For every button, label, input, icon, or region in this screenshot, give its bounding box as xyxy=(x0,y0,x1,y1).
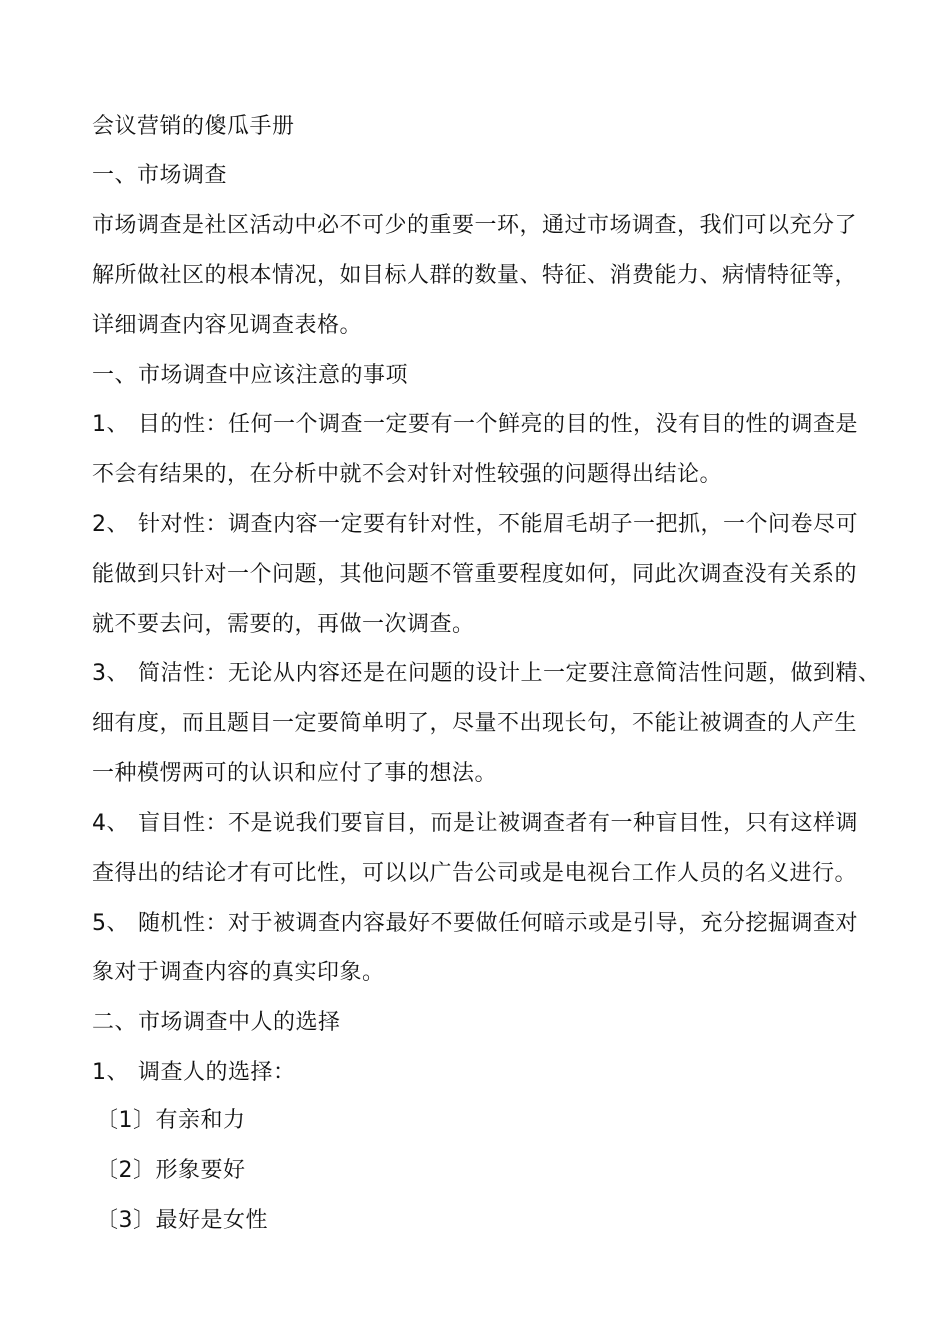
subsection-marker: 二、 xyxy=(92,1010,138,1035)
subsection-text: 市场调查中应该注意的事项 xyxy=(138,363,409,388)
list-item-blindness xyxy=(92,809,882,839)
subsection-text: 市场调查中人的选择 xyxy=(138,1010,341,1035)
intro-paragraph-line: 市场调查是社区活动中必不可少的重要一环，通过市场调查，我们可以充分了 xyxy=(92,213,858,238)
list-item-continuation: 不会有结果的，在分析中就不会对针对性较强的问题得出结论。 xyxy=(92,462,723,487)
list-item-text: 盲目性：不是说我们要盲目，而是让被调查者有一种盲目性，只有这样调 xyxy=(138,811,859,836)
list-marker: 2、 xyxy=(92,512,129,537)
list-item-continuation: 象对于调查内容的真实印象。 xyxy=(92,960,385,985)
subsection-heading-people xyxy=(92,1008,882,1038)
list-item-surveyor-selection xyxy=(92,1058,882,1088)
list-item-continuation: 一种模愣两可的认识和应付了事的想法。 xyxy=(92,761,498,786)
intro-paragraph-line: 详细调查内容见调查表格。 xyxy=(92,313,363,338)
criteria-item: 〔1〕有亲和力 xyxy=(96,1108,246,1133)
list-item-text: 随机性：对于被调查内容最好不要做任何暗示或是引导，充分挖掘调查对 xyxy=(138,911,859,936)
list-item-continuation: 就不要去问，需要的，再做一次调查。 xyxy=(92,612,475,637)
subsection-heading-notes xyxy=(92,361,882,391)
criteria-item: 〔3〕最好是女性 xyxy=(96,1208,268,1233)
list-item-targeting xyxy=(92,510,882,540)
list-marker: 1、 xyxy=(92,412,129,437)
intro-paragraph-line: 解所做社区的根本情况，如目标人群的数量、特征、消费能力、病情特征等， xyxy=(92,263,858,288)
list-item-randomness xyxy=(92,909,882,939)
list-item-text: 针对性：调查内容一定要有针对性，不能眉毛胡子一把抓，一个问卷尽可 xyxy=(138,512,859,537)
list-marker: 3、 xyxy=(92,661,129,686)
document-title: 会议营销的傻瓜手册 xyxy=(92,114,295,139)
list-marker: 1、 xyxy=(92,1060,129,1085)
list-marker: 4、 xyxy=(92,811,129,836)
list-item-text: 调查人的选择： xyxy=(138,1060,296,1085)
list-item-purpose xyxy=(92,410,882,440)
list-item-continuation: 能做到只针对一个问题，其他问题不管重要程度如何，同此次调查没有关系的 xyxy=(92,562,858,587)
criteria-item: 〔2〕形象要好 xyxy=(96,1158,246,1183)
list-item-continuation: 查得出的结论才有可比性，可以以广告公司或是电视台工作人员的名义进行。 xyxy=(92,861,858,886)
list-item-text: 目的性：任何一个调查一定要有一个鲜亮的目的性，没有目的性的调查是 xyxy=(138,412,859,437)
list-item-text: 简洁性：无论从内容还是在问题的设计上一定要注意简洁性问题，做到精、 xyxy=(138,661,881,686)
subsection-marker: 一、 xyxy=(92,363,138,388)
section-heading-market-survey: 一、市场调查 xyxy=(92,163,228,188)
list-item-conciseness xyxy=(92,659,882,689)
list-marker: 5、 xyxy=(92,911,129,936)
list-item-continuation: 细有度，而且题目一定要简单明了，尽量不出现长句，不能让被调查的人产生 xyxy=(92,711,858,736)
